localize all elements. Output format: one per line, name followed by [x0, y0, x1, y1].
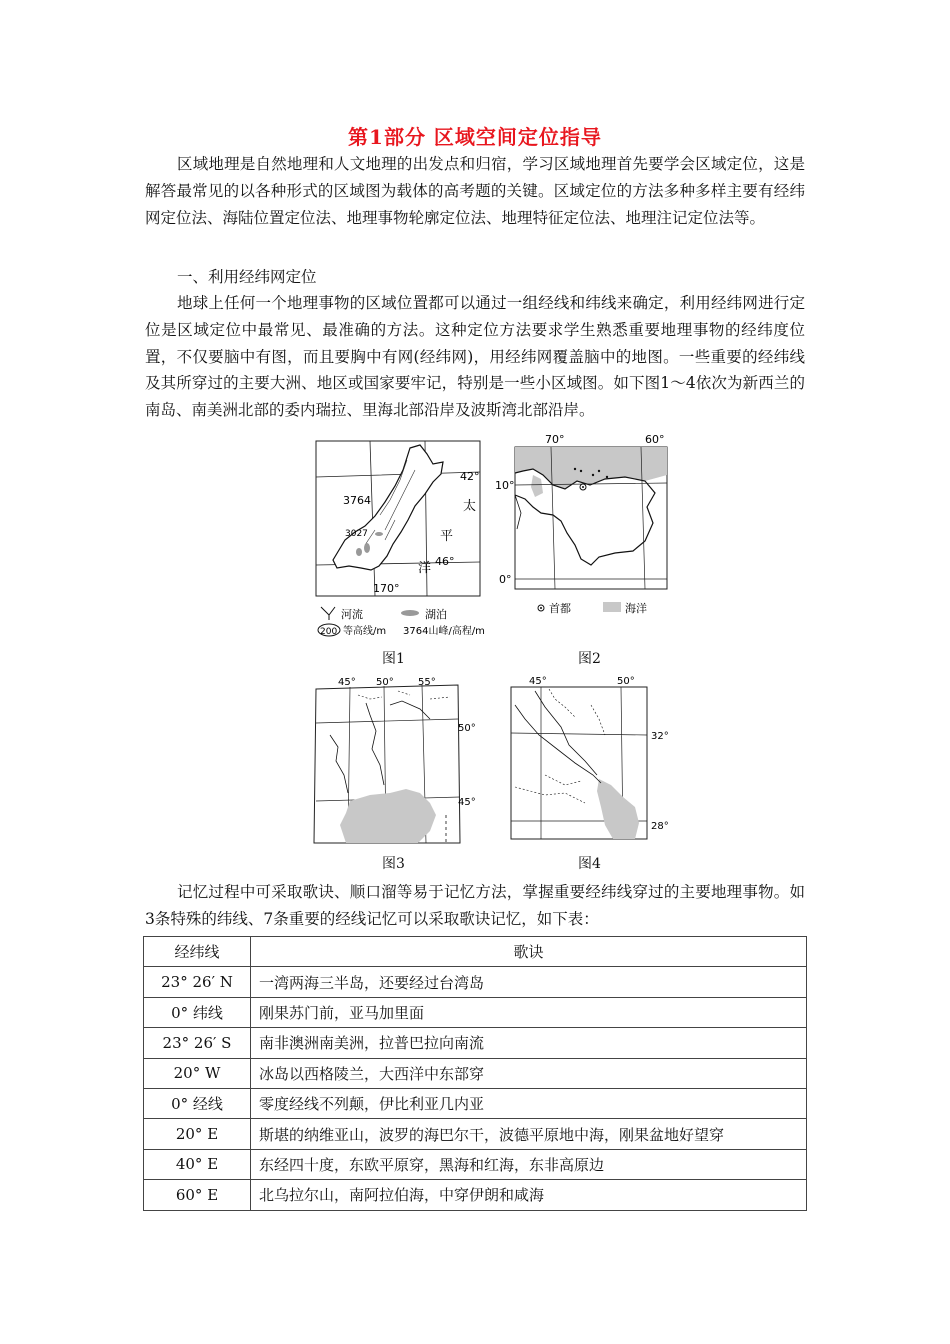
- figure-2-caption: 图2: [578, 651, 601, 667]
- fig1-legend-contour: 等高线/m: [343, 626, 387, 637]
- figure-3-map: [310, 675, 485, 850]
- figure-1-caption: 图1: [382, 651, 405, 667]
- table-row: [144, 967, 807, 997]
- fig4-lat: 32°: [651, 731, 669, 742]
- fig1-peak2: 3027: [345, 529, 368, 539]
- fig1-ocean-char: 太: [463, 499, 477, 514]
- fig3-lat: 45°: [458, 797, 476, 808]
- verse-cell: 刚果苏门前，亚马加里面: [251, 997, 807, 1027]
- verse-cell: 冰岛以西格陵兰，大西洋中东部穿: [251, 1058, 807, 1088]
- page-title: 第1部分 区域空间定位指导: [348, 125, 602, 149]
- table-row: [144, 1119, 807, 1149]
- fig1-legend-contour-value: 200: [320, 627, 338, 637]
- fig1-legend-peak: 3764山峰/高程/m: [403, 626, 485, 637]
- fig1-ocean-char: 平: [440, 529, 454, 544]
- line-cell: 60° E: [144, 1180, 251, 1210]
- line-cell: 23° 26′ S: [144, 1028, 251, 1058]
- verse-cell: 一湾两海三半岛，还要经过台湾岛: [251, 967, 807, 997]
- fig1-peak1: 3764: [343, 494, 371, 507]
- fig4-lon: 50°: [617, 676, 635, 687]
- figure-2-map: [495, 433, 675, 618]
- verse-cell: 斯堪的纳维亚山，波罗的海巴尔干，波德平原地中海，刚果盆地好望穿: [251, 1119, 807, 1149]
- section-heading: 一、利用经纬网定位: [177, 268, 317, 286]
- fig1-ocean-char: 洋: [418, 561, 432, 576]
- intro-paragraph: 区域地理是自然地理和人文地理的出发点和归宿，学习区域地理首先要学会区域定位，这是解答最常见的以各种形式的区域图为载体的高考题的关键。区域定位的方法多种多样主要有经纬网定位法、海陆位置定位法、地理事物轮廓定位法、地理特征定位法、地理注记定位法等。: [145, 155, 805, 227]
- table-row: [144, 1028, 807, 1058]
- fig4-lat: 28°: [651, 821, 669, 832]
- fig1-legend-lake: 湖泊: [425, 608, 447, 621]
- figure-1-map: [315, 440, 495, 640]
- fig1-lat-north: 42°: [460, 470, 480, 483]
- fig3-lon: 50°: [376, 677, 394, 688]
- fig1-legend-river: 河流: [341, 608, 363, 621]
- fig3-lat: 50°: [458, 723, 476, 734]
- table-row: [144, 1180, 807, 1210]
- fig3-lon: 55°: [418, 677, 436, 688]
- memory-paragraph: 记忆过程中可采取歌诀、顺口溜等易于记忆方法，掌握重要经纬线穿过的主要地理事物。如3条特殊的纬线、7条重要的经线记忆可以采取歌诀记忆，如下表：: [145, 883, 805, 928]
- line-cell: 20° E: [144, 1119, 251, 1149]
- fig2-lon-east: 60°: [645, 433, 665, 446]
- fig2-legend-ocean: 海洋: [625, 602, 647, 615]
- figure-4-caption: 图4: [578, 856, 601, 872]
- line-cell: 20° W: [144, 1058, 251, 1088]
- line-cell: 23° 26′ N: [144, 967, 251, 997]
- fig4-lon: 45°: [529, 676, 547, 687]
- table-header-row: [144, 937, 807, 967]
- fig2-lat-south: 0°: [499, 573, 512, 586]
- table-row: [144, 997, 807, 1027]
- table-row: [144, 1088, 807, 1118]
- figure-3-caption: 图3: [382, 856, 405, 872]
- section-body: 地球上任何一个地理事物的区域位置都可以通过一组经线和纬线来确定，利用经纬网进行定位是区域定位中最常见、最准确的方法。这种定位方法要求学生熟悉重要地理事物的经纬度位置，不仅要脑中有图，而且要胸中有网(经纬网)，用经纬网覆盖脑中的地图。一些重要的经纬线及其所穿过的主要大洲、地区或国家要牢记，特别是一些小区域图。如下图1～4依次为新西兰的南岛、南美洲北部的委内瑞拉、里海北部沿岸及波斯湾北部沿岸。: [145, 294, 805, 420]
- fig3-lon: 45°: [338, 677, 356, 688]
- table-header: 经纬线: [144, 937, 251, 967]
- fig2-legend-capital: 首都: [549, 602, 571, 615]
- verse-cell: 南非澳洲南美洲，拉普巴拉向南流: [251, 1028, 807, 1058]
- verse-cell: 北乌拉尔山，南阿拉伯海，中穿伊朗和咸海: [251, 1180, 807, 1210]
- verse-cell: 零度经线不列颠，伊比利亚几内亚: [251, 1088, 807, 1118]
- table-row: [144, 1149, 807, 1179]
- verse-cell: 东经四十度，东欧平原穿，黑海和红海，东非高原边: [251, 1149, 807, 1179]
- fig1-lat-south: 46°: [435, 555, 455, 568]
- figure-4-map: [505, 675, 680, 840]
- fig2-lon-west: 70°: [545, 433, 565, 446]
- line-cell: 0° 经线: [144, 1088, 251, 1118]
- fig1-lon: 170°: [373, 582, 400, 595]
- line-cell: 40° E: [144, 1149, 251, 1179]
- line-cell: 0° 纬线: [144, 997, 251, 1027]
- table-row: [144, 1058, 807, 1088]
- fig2-lat-north: 10°: [495, 479, 515, 492]
- verse-table: [143, 936, 807, 1211]
- table-header: 歌诀: [251, 937, 807, 967]
